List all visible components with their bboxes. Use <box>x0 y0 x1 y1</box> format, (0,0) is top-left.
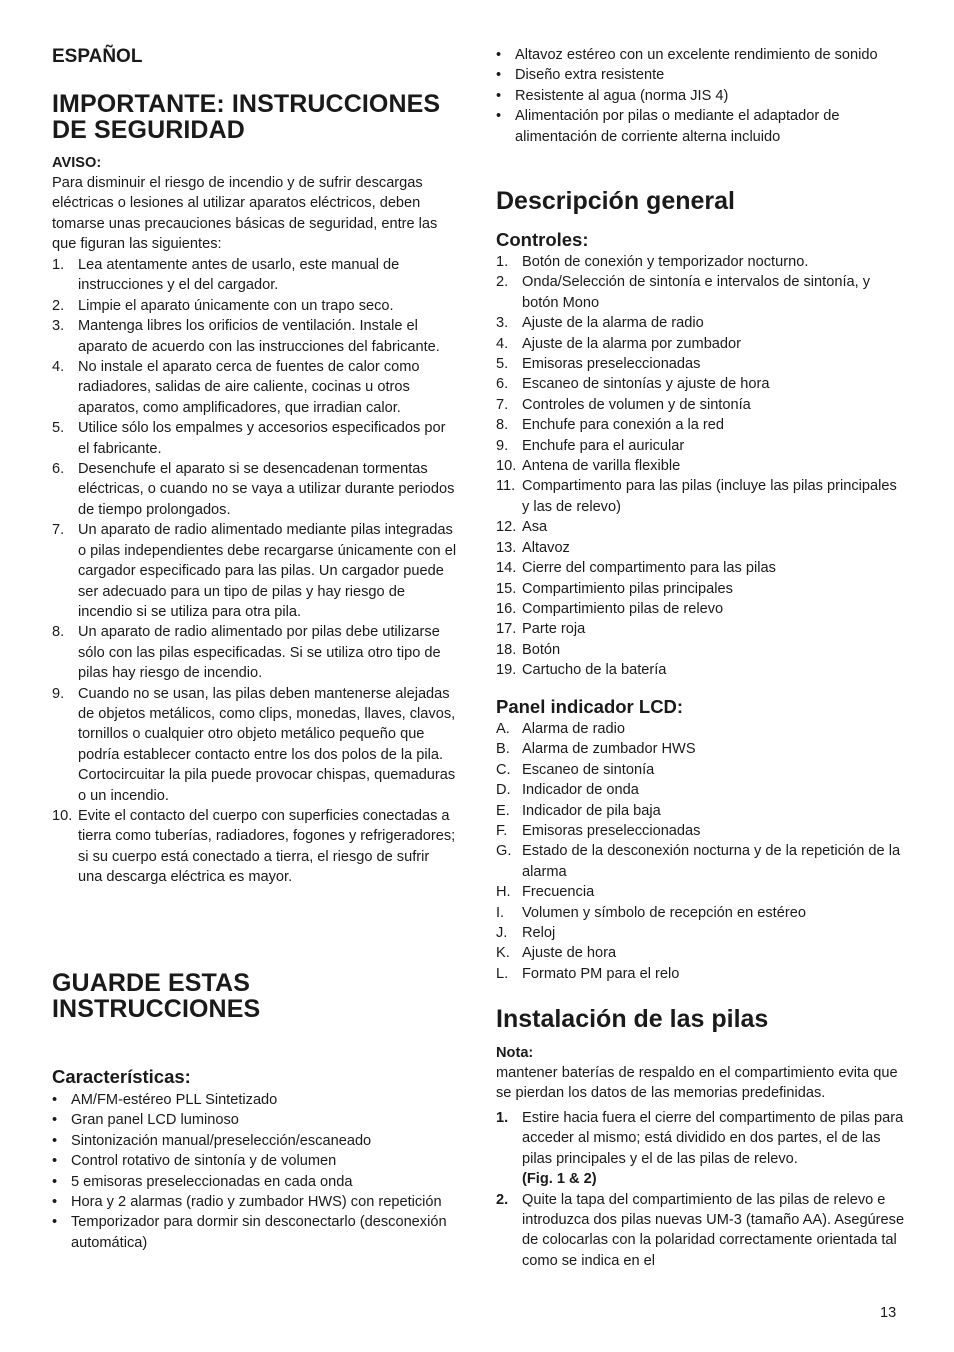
lcd-item <box>496 780 906 800</box>
feature-text: Altavoz estéreo con un excelente rendimiento de sonido <box>515 47 878 63</box>
item-number: I. <box>496 904 505 921</box>
item-text: Botón de conexión y temporizador nocturno. <box>522 254 809 270</box>
feature-text: AM/FM-estéreo PLL Sintetizado <box>71 1092 278 1108</box>
item-text: Reloj <box>522 925 556 942</box>
item-text: Cierre del compartimento para las pilas <box>522 560 776 577</box>
item-text: No instale el aparato cerca de fuentes de calor como radiadores, salidas de aire caliente, cocinas u otros aparatos, como amplificadores, que irradian calor. <box>78 359 420 416</box>
item-text: Cartucho de la batería <box>522 662 667 679</box>
item-text: Cuando no se usan, las pilas deben mantenerse alejadas de objetos metálicos, como clips, monedas, llaves, clavos, tornillos o cualquier otro objeto metálico pequeño que podría establecer contacto entre los dos polos de la pila. Cortocircuitar la pila puede provocar chispas, quemaduras o un incendio. <box>78 685 456 804</box>
item-number: K. <box>496 945 510 962</box>
item-text: Altavoz <box>522 539 570 556</box>
control-item <box>496 334 906 354</box>
item-number: 2. <box>496 1191 509 1208</box>
control-item <box>496 354 906 374</box>
lcd-item <box>496 719 906 739</box>
item-text: Estado de la desconexión nocturna y de la repetición de la alarma <box>522 843 901 880</box>
item-text: Enchufe para el auricular <box>522 437 685 454</box>
safety-item <box>52 357 457 418</box>
item-number: 4. <box>52 359 65 376</box>
lcd-item <box>496 801 906 821</box>
item-number: 6. <box>496 376 509 393</box>
item-text: Escaneo de sintonía <box>522 761 655 778</box>
item-number: G. <box>496 843 512 860</box>
safety-item <box>52 459 457 520</box>
features-title: Características: <box>52 1066 191 1087</box>
safety-item <box>52 316 457 357</box>
item-number: 1. <box>496 1110 509 1126</box>
bullet: • <box>52 1132 58 1149</box>
battery-step <box>496 1108 906 1190</box>
feature-text: Alimentación por pilas o mediante el adaptador de alimentación de corriente alterna incluido <box>515 108 840 145</box>
item-text: Parte roja <box>522 621 586 638</box>
figure-reference: (Fig. 1 & 2) <box>522 1171 597 1188</box>
note-label: Nota: <box>496 1045 534 1061</box>
control-item <box>496 660 906 680</box>
item-text: Controles de volumen y de sintonía <box>522 396 751 413</box>
control-item <box>496 619 906 639</box>
bullet: • <box>52 1173 58 1190</box>
feature-item <box>52 1110 457 1130</box>
feature-text: Sintonización manual/preselección/escaneado <box>71 1132 372 1149</box>
feature-item <box>52 1151 457 1171</box>
control-item <box>496 313 906 333</box>
lcd-title: Panel indicador LCD: <box>496 696 684 717</box>
lcd-item <box>496 943 906 963</box>
control-item <box>496 436 906 456</box>
safety-title: IMPORTANTE: INSTRUCCIONES DE SEGURIDAD <box>52 90 441 144</box>
lcd-list <box>496 719 906 984</box>
item-number: H. <box>496 884 511 901</box>
item-text: Indicador de pila baja <box>522 802 661 819</box>
item-text: Antena de varilla flexible <box>522 458 681 475</box>
safety-intro: Para disminuir el riesgo de incendio y de sufrir descargas eléctricas o lesiones al utilizar aparatos eléctricos, deben tomarse unas precauciones básicas de seguridad, entre las que figuran las siguientes: <box>52 175 438 253</box>
item-text: Alarma de zumbador HWS <box>522 741 696 758</box>
safety-item <box>52 255 457 296</box>
language-heading: ESPAÑOL <box>52 46 143 67</box>
item-text: Emisoras preseleccionadas <box>522 823 701 840</box>
lcd-item <box>496 882 906 902</box>
item-text: Enchufe para conexión a la red <box>522 417 725 434</box>
save-instructions-title: GUARDE ESTAS INSTRUCCIONES <box>52 969 261 1023</box>
feature-item <box>496 106 906 147</box>
control-item <box>496 599 906 619</box>
bullet: • <box>496 47 502 63</box>
item-text: Ajuste de la alarma por zumbador <box>522 335 742 352</box>
feature-item <box>52 1172 457 1192</box>
item-text: Utilice sólo los empalmes y accesorios especificados por el fabricante. <box>78 420 446 457</box>
item-text: Indicador de onda <box>522 782 639 799</box>
item-text: Quite la tapa del compartimiento de las pilas de relevo e introduzca dos pilas nuevas UM-3 (tamaño AA). Asegúrese de colocarlas con la polaridad correctamente orientada tal como se indica en el <box>522 1191 905 1269</box>
safety-item <box>52 520 457 622</box>
batteries-title: Instalación de las pilas <box>496 1005 769 1033</box>
item-number: F. <box>496 823 508 840</box>
control-item <box>496 538 906 558</box>
bullet: • <box>496 67 502 84</box>
control-item <box>496 456 906 476</box>
item-text: Limpie el aparato únicamente con un trapo seco. <box>78 297 394 314</box>
item-number: 5. <box>496 356 509 373</box>
bullet: • <box>496 108 502 125</box>
battery-note: mantener baterías de respaldo en el compartimiento evita que se pierdan los datos de las memorias predefinidas. <box>496 1065 898 1102</box>
notice-label: AVISO: <box>52 155 102 171</box>
control-item <box>496 476 906 517</box>
item-number: 10. <box>52 807 73 824</box>
item-text: Compartimiento pilas principales <box>522 580 733 597</box>
item-number: 11. <box>496 478 516 495</box>
item-number: 8. <box>496 417 509 434</box>
feature-item <box>52 1090 457 1110</box>
item-number: 4. <box>496 335 509 352</box>
safety-item <box>52 296 457 316</box>
item-text: Un aparato de radio alimentado por pilas debe utilizarse sólo con las pilas especificadas. Si se utiliza otro tipo de pilas hay riesgo de incendio. <box>78 624 441 682</box>
item-number: 2. <box>52 297 65 314</box>
item-text: Alarma de radio <box>522 721 626 737</box>
item-text: Botón <box>522 641 561 658</box>
feature-item <box>496 65 906 85</box>
item-text: Ajuste de hora <box>522 945 617 962</box>
controls-title: Controles: <box>496 229 589 250</box>
item-text: Frecuencia <box>522 884 595 901</box>
item-text: Onda/Selección de sintonía e intervalos de sintonía, y botón Mono <box>522 274 871 311</box>
item-number: 7. <box>52 522 65 539</box>
item-number: 7. <box>496 396 509 413</box>
control-item <box>496 517 906 537</box>
item-number: 17. <box>496 621 517 638</box>
lcd-item <box>496 739 906 759</box>
control-item <box>496 558 906 578</box>
feature-text: Control rotativo de sintonía y de volumen <box>71 1153 337 1170</box>
item-number: 14. <box>496 560 517 577</box>
item-number: 1. <box>52 257 65 273</box>
controls-list <box>496 252 906 681</box>
item-number: 15. <box>496 580 517 597</box>
item-number: 16. <box>496 600 517 617</box>
item-number: E. <box>496 802 510 819</box>
item-text: Ajuste de la alarma de radio <box>522 315 704 332</box>
item-text: Lea atentamente antes de usarlo, este manual de instrucciones y el del cargador. <box>78 257 400 294</box>
features-list <box>52 1090 457 1253</box>
lcd-item <box>496 821 906 841</box>
item-number: 9. <box>496 437 509 454</box>
item-number: J. <box>496 925 508 942</box>
item-number: 1. <box>496 254 509 270</box>
feature-text: 5 emisoras preseleccionadas en cada onda <box>71 1173 353 1190</box>
item-number: 3. <box>52 318 65 335</box>
feature-text: Hora y 2 alarmas (radio y zumbador HWS) con repetición <box>71 1194 442 1211</box>
lcd-item <box>496 841 906 882</box>
item-number: B. <box>496 741 510 758</box>
item-text: Compartimiento pilas de relevo <box>522 600 724 617</box>
control-item <box>496 272 906 313</box>
item-number: 10. <box>496 458 517 475</box>
feature-text: Resistente al agua (norma JIS 4) <box>515 87 729 104</box>
bullet: • <box>496 87 502 104</box>
item-text: Emisoras preseleccionadas <box>522 356 701 373</box>
feature-item <box>496 86 906 106</box>
feature-item <box>52 1131 457 1151</box>
safety-list <box>52 255 457 888</box>
lcd-item <box>496 760 906 780</box>
battery-step <box>496 1190 906 1272</box>
item-number: 3. <box>496 315 509 332</box>
bullet: • <box>52 1153 58 1170</box>
item-number: D. <box>496 782 511 799</box>
safety-item <box>52 806 457 888</box>
item-number: A. <box>496 721 510 737</box>
safety-item <box>52 622 457 683</box>
item-number: 6. <box>52 461 65 478</box>
feature-text: Temporizador para dormir sin desconectarlo (desconexión automática) <box>71 1214 447 1251</box>
features-list-continued <box>496 45 906 147</box>
item-text: Formato PM para el relo <box>522 965 680 982</box>
item-number: 19. <box>496 662 517 679</box>
control-item <box>496 640 906 660</box>
item-number: 5. <box>52 420 65 437</box>
control-item <box>496 252 906 272</box>
item-number: C. <box>496 761 511 778</box>
item-text: Volumen y símbolo de recepción en estéreo <box>522 904 806 921</box>
bullet: • <box>52 1214 58 1231</box>
lcd-item <box>496 923 906 943</box>
feature-text: Diseño extra resistente <box>515 67 665 84</box>
page-number: 13 <box>880 1305 897 1321</box>
bullet: • <box>52 1092 58 1108</box>
feature-item <box>52 1192 457 1212</box>
safety-item <box>52 684 457 806</box>
battery-steps <box>496 1108 906 1271</box>
item-text: Evite el contacto del cuerpo con superficies conectadas a tierra como tuberías, radiadores, fogones y refrigeradores; si su cuerpo está conectado a tierra, el riesgo de sufrir una descarga eléctrica es mayor. <box>78 807 456 886</box>
control-item <box>496 374 906 394</box>
safety-item <box>52 418 457 459</box>
control-item <box>496 415 906 435</box>
item-number: 2. <box>496 274 509 291</box>
lcd-item <box>496 964 906 984</box>
item-number: 8. <box>52 624 65 641</box>
item-number: 12. <box>496 519 517 536</box>
item-number: L. <box>496 965 509 982</box>
item-text: Escaneo de sintonías y ajuste de hora <box>522 376 770 393</box>
overview-title: Descripción general <box>496 187 735 215</box>
item-text: Mantenga libres los orificios de ventilación. Instale el aparato de acuerdo con las instrucciones del fabricante. <box>78 318 440 355</box>
item-number: 18. <box>496 641 517 658</box>
item-number: 13. <box>496 539 517 556</box>
item-text: Compartimento para las pilas (incluye las pilas principales y las de relevo) <box>522 478 897 515</box>
control-item <box>496 395 906 415</box>
feature-text: Gran panel LCD luminoso <box>71 1112 239 1129</box>
bullet: • <box>52 1194 58 1211</box>
item-number: 9. <box>52 685 65 702</box>
item-text: Asa <box>522 519 548 536</box>
item-text: Estire hacia fuera el cierre del compartimento de pilas para acceder al mismo; está dividido en dos partes, el de las pilas principales y el de las pilas de relevo. <box>522 1110 904 1167</box>
control-item <box>496 579 906 599</box>
feature-item <box>496 45 906 65</box>
item-text: Desenchufe el aparato si se desencadenan tormentas eléctricas, o cuando no se vaya a utilizar durante periodos de tiempo prolongados. <box>78 461 455 518</box>
bullet: • <box>52 1112 58 1129</box>
lcd-item <box>496 903 906 923</box>
feature-item <box>52 1212 457 1253</box>
item-text: Un aparato de radio alimentado mediante pilas integradas o pilas independientes debe recargarse únicamente con el cargador especificado para las pilas. Un cargador puede ser adecuado para un tipo de pilas y hay riesgo de incendio si se utiliza para otra pila. <box>78 522 457 620</box>
